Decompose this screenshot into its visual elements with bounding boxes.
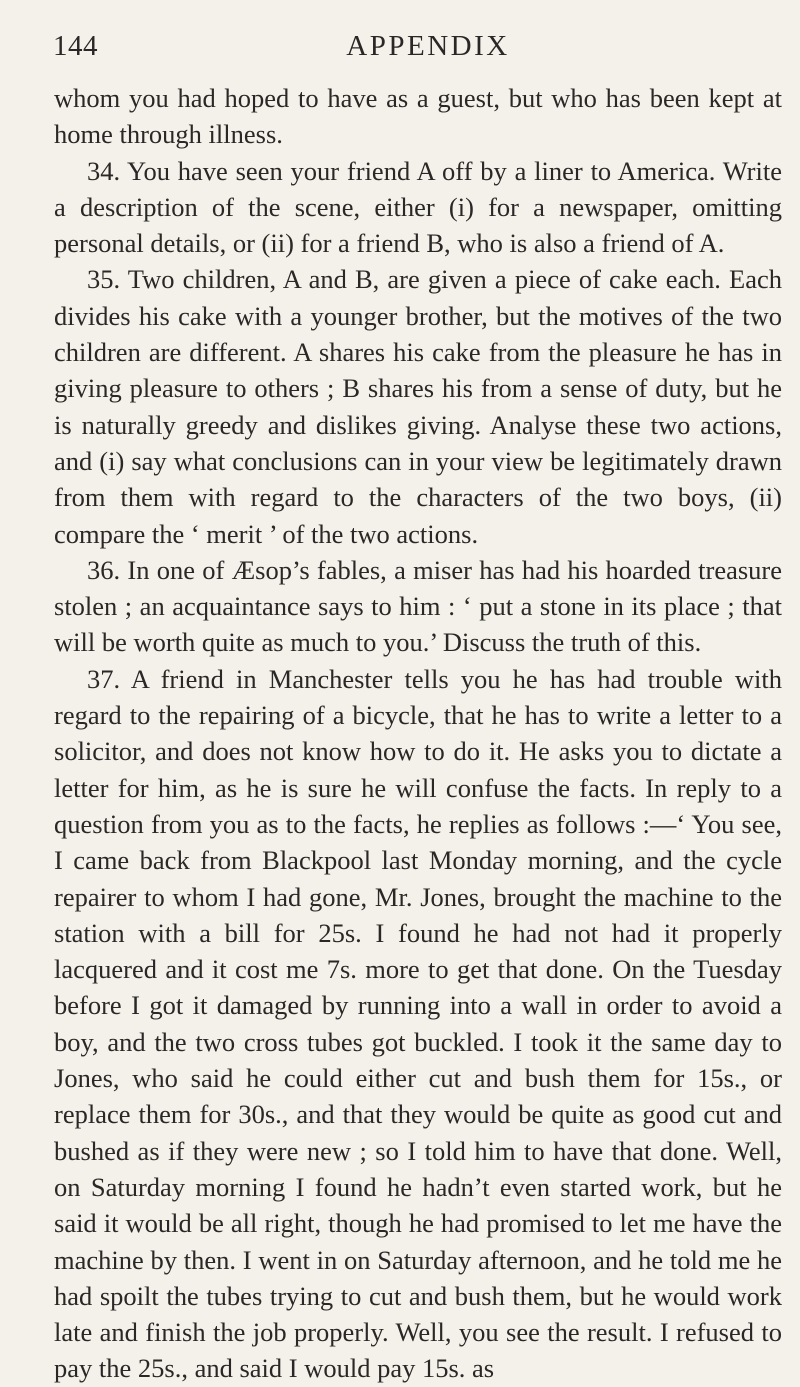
question-number: 37. <box>87 663 121 694</box>
question-number: 36. <box>87 554 121 585</box>
question-text: You have seen your friend A off by a liner to America. Write a description of the scene, either (i) for a newspaper, omitting personal details, or (ii) for a friend B, who is also a friend of A. <box>54 155 782 259</box>
question-36 <box>54 552 782 661</box>
page-header <box>53 30 783 70</box>
running-head: APPENDIX <box>346 30 510 62</box>
question-text: In one of Æsop’s fables, a miser has had his hoarded treasure stolen ; an acquaintance says to him : ‘ put a stone in its place ; that will be worth quite as much to you.’ Discuss the truth of this. <box>54 554 783 658</box>
page-number: 144 <box>53 30 98 62</box>
question-text: Two children, A and B, are given a piece of cake each. Each divides his cake with a younger brother, but the motives of the two children are different. A shares his cake from the pleasure he has in giving pleasure to others ; B shares his from a sense of duty, but he is naturally greedy and dislikes giving. Analyse these two actions, and (i) say what conclusions can in your view be legitimately drawn from them with regard to the characters of the two boys, (ii) compare the ‘ merit ’ of the two actions. <box>54 264 782 549</box>
question-number: 34. <box>87 155 121 186</box>
paragraph-continuation <box>54 80 782 153</box>
question-35 <box>54 261 782 551</box>
body-text <box>54 80 782 1387</box>
paragraph-text: whom you had hoped to have as a guest, but who has been kept at home through illness. <box>54 83 782 150</box>
question-37 <box>54 661 782 1387</box>
question-text: A friend in Manchester tells you he has had trouble with regard to the repairing of a bicycle, that he has to write a letter to a solicitor, and does not know how to do it. He asks you to dictate a letter for him, as he is sure he will confuse the facts. In reply to a question from you as to the facts, he replies as follows :—‘ You see, I came back from Blackpool last Monday morning, and the cycle repairer to whom I had gone, Mr. Jones, brought the machine to the station with a bill for 25s. I found he had not had it properly lacquered and it cost me 7s. more to get that done. On the Tuesday before I got it damaged by running into a wall in order to avoid a boy, and the two cross tubes got buckled. I took it the same day to Jones, who said he could either cut and bush them for 15s., or replace them for 30s., and that they would be quite as good cut and bushed as if they were new ; so I told him to have that done. Well, on Saturday morning I found he hadn’t even started work, but he said it would be all right, though he had promised to let me have the machine by then. I went in on Saturday afternoon, and he told me he had spoilt the tubes trying to cut and bush them, but he would work late and finish the job properly. Well, you see the result. I refused to pay the 25s., and said I would pay 15s. as <box>54 663 782 1384</box>
question-number: 35. <box>87 264 121 295</box>
question-34 <box>54 153 782 262</box>
